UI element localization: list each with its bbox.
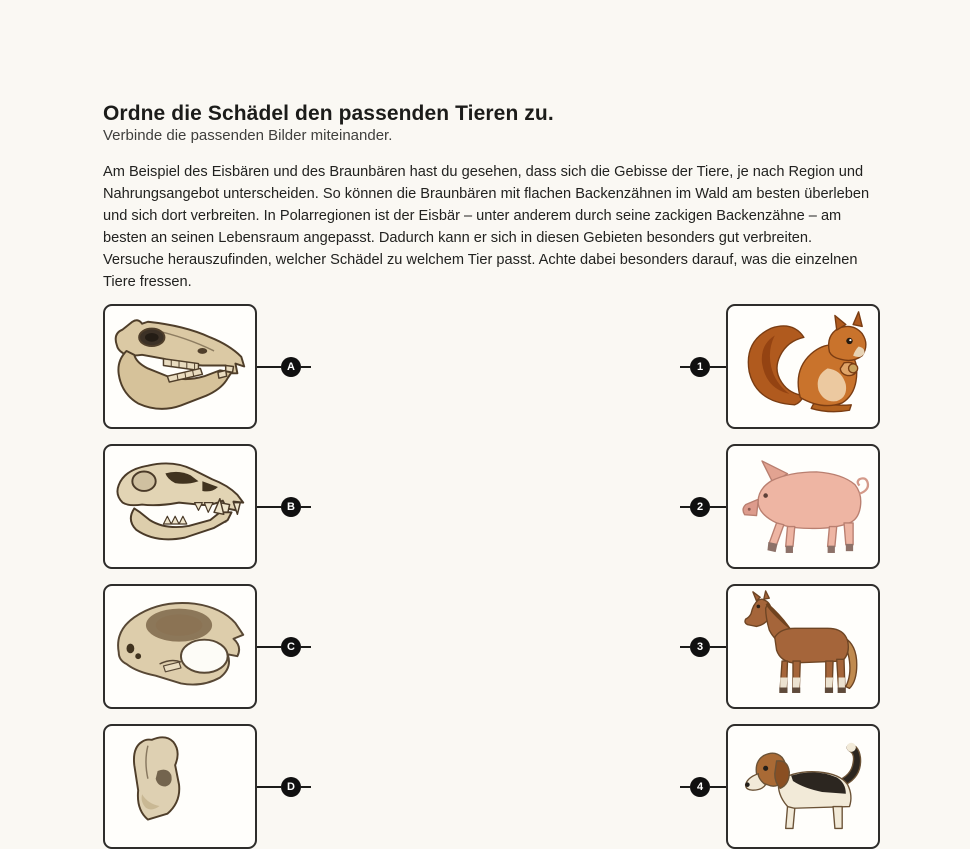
- left-pair-c: [103, 584, 311, 709]
- carnivore-skull-image: [109, 450, 251, 563]
- squirrel-image: [732, 310, 874, 423]
- task-paragraph: Versuche herauszufinden, welcher Schädel zu welchem Tier passt. Achte dabei besonders darauf, was die einzelnen Tiere fressen.: [103, 252, 858, 290]
- connector-dot-1[interactable]: 1: [690, 357, 710, 377]
- pig-image: [732, 450, 874, 563]
- skull-card-d[interactable]: [103, 724, 257, 849]
- right-pair-2: [680, 444, 880, 569]
- connector-dot-3[interactable]: 3: [690, 637, 710, 657]
- right-pair-1: [680, 304, 880, 429]
- match-row-1: [103, 304, 880, 429]
- connector-line: [710, 506, 726, 508]
- connector-stub: [301, 786, 311, 788]
- connector-dot-d[interactable]: D: [281, 777, 301, 797]
- connector-line: [710, 786, 726, 788]
- animal-card-1[interactable]: [726, 304, 880, 429]
- connector-stub: [301, 366, 311, 368]
- connector-stub: [680, 786, 690, 788]
- connector-stub: [680, 646, 690, 648]
- connector-line: [257, 506, 281, 508]
- connector-dot-c[interactable]: C: [281, 637, 301, 657]
- skull-card-b[interactable]: [103, 444, 257, 569]
- connector-stub: [301, 646, 311, 648]
- connector-dot-b[interactable]: B: [281, 497, 301, 517]
- match-row-2: [103, 444, 880, 569]
- connector-stub: [301, 506, 311, 508]
- page-subtitle: Verbinde die passenden Bilder miteinander.: [103, 127, 393, 144]
- skull-card-a[interactable]: [103, 304, 257, 429]
- animal-card-3[interactable]: [726, 584, 880, 709]
- horse-skull-image: [109, 310, 251, 423]
- connector-line: [710, 646, 726, 648]
- horse-image: [732, 590, 874, 703]
- right-pair-4: [680, 724, 880, 849]
- page-title: Ordne die Schädel den passenden Tieren zu.: [103, 102, 554, 126]
- connector-line: [257, 786, 281, 788]
- connector-line: [257, 366, 281, 368]
- intro-paragraph: Am Beispiel des Eisbären und des Braunbären hast du gesehen, dass sich die Gebisse der Tiere, je nach Region und Nahrungsangebot unterscheiden. So können die Braunbären mit flachen Backenzähnen im Wald am besten überleben und sich dort verbreiten. In Polarregionen ist der Eisbär – unter anderem durch seine zackigen Backenzähne – am besten an seinen Lebensraum angepasst. Dadurch kann er sich in diesen Gebieten besonders gut verbreiten.: [103, 164, 870, 246]
- rodent-skull-image: [109, 590, 251, 703]
- match-row-4: [103, 724, 880, 849]
- connector-dot-a[interactable]: A: [281, 357, 301, 377]
- right-pair-3: [680, 584, 880, 709]
- left-pair-b: [103, 444, 311, 569]
- intro-text: [103, 161, 882, 293]
- dog-image: [732, 730, 874, 843]
- connector-line: [257, 646, 281, 648]
- match-row-3: [103, 584, 880, 709]
- connector-line: [710, 366, 726, 368]
- animal-card-2[interactable]: [726, 444, 880, 569]
- connector-stub: [680, 366, 690, 368]
- left-pair-d: [103, 724, 311, 849]
- connector-stub: [680, 506, 690, 508]
- animal-card-4[interactable]: [726, 724, 880, 849]
- skull-detail-image: [109, 730, 251, 843]
- left-pair-a: [103, 304, 311, 429]
- skull-card-c[interactable]: [103, 584, 257, 709]
- connector-dot-4[interactable]: 4: [690, 777, 710, 797]
- connector-dot-2[interactable]: 2: [690, 497, 710, 517]
